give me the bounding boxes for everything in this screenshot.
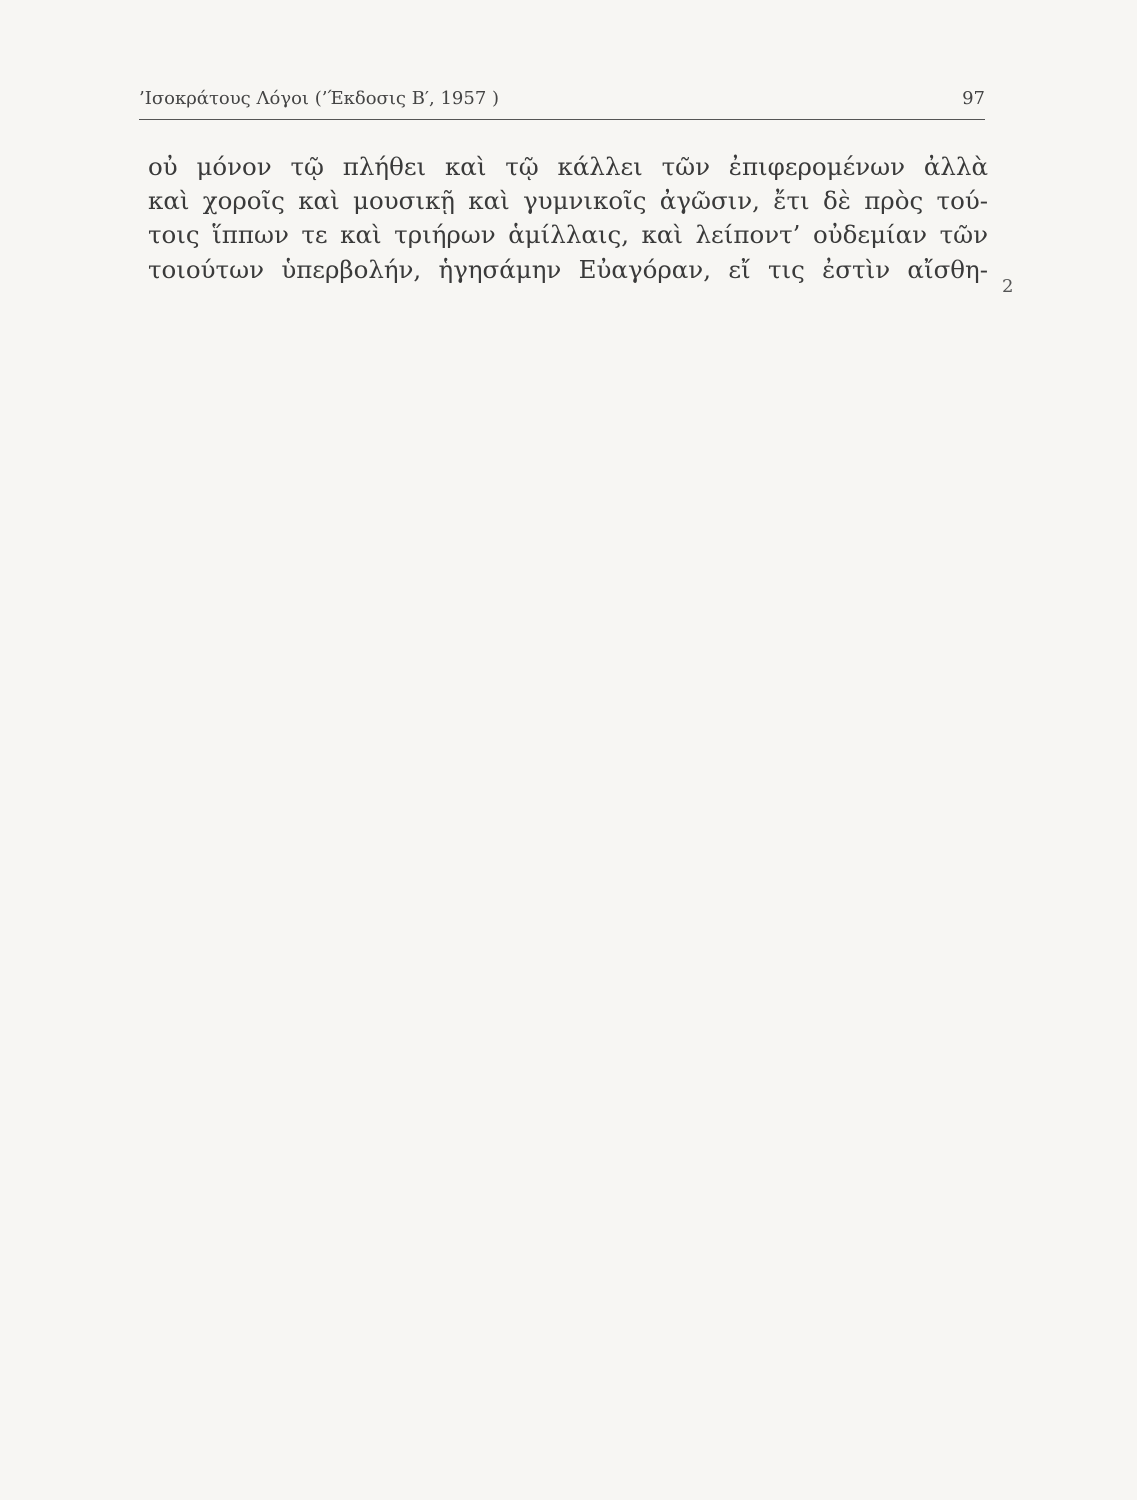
header-rule <box>139 119 985 120</box>
text-line: τοιούτων ὑπερβολήν, ἡγησάμην Εὐαγόραν, εἴ τις ἐστὶν αἴσθη- <box>148 254 988 284</box>
section-number: 2 <box>1002 276 1014 297</box>
text-line: οὐ μόνον τῷ πλήθει καὶ τῷ κάλλει τῶν ἐπιφερομένων ἀλλὰ <box>148 152 988 181</box>
running-header <box>139 88 985 120</box>
section-numbers <box>1002 0 1042 1500</box>
text-line: καὶ χοροῖς καὶ μουσικῇ καὶ γυμνικοῖς ἀγῶσιν, ἔτι δὲ πρὸς τού- <box>148 186 988 216</box>
running-title: ’Ισοκράτους Λόγοι (’Έκδοσις Β′, 1957 ) <box>139 88 500 109</box>
body-text <box>148 150 988 287</box>
text-line: τοις ἵππων τε καὶ τριήρων ἁμίλλαις, καὶ λείποντ’ οὐδεμίαν τῶν <box>148 220 988 250</box>
page-number: 97 <box>962 88 985 109</box>
